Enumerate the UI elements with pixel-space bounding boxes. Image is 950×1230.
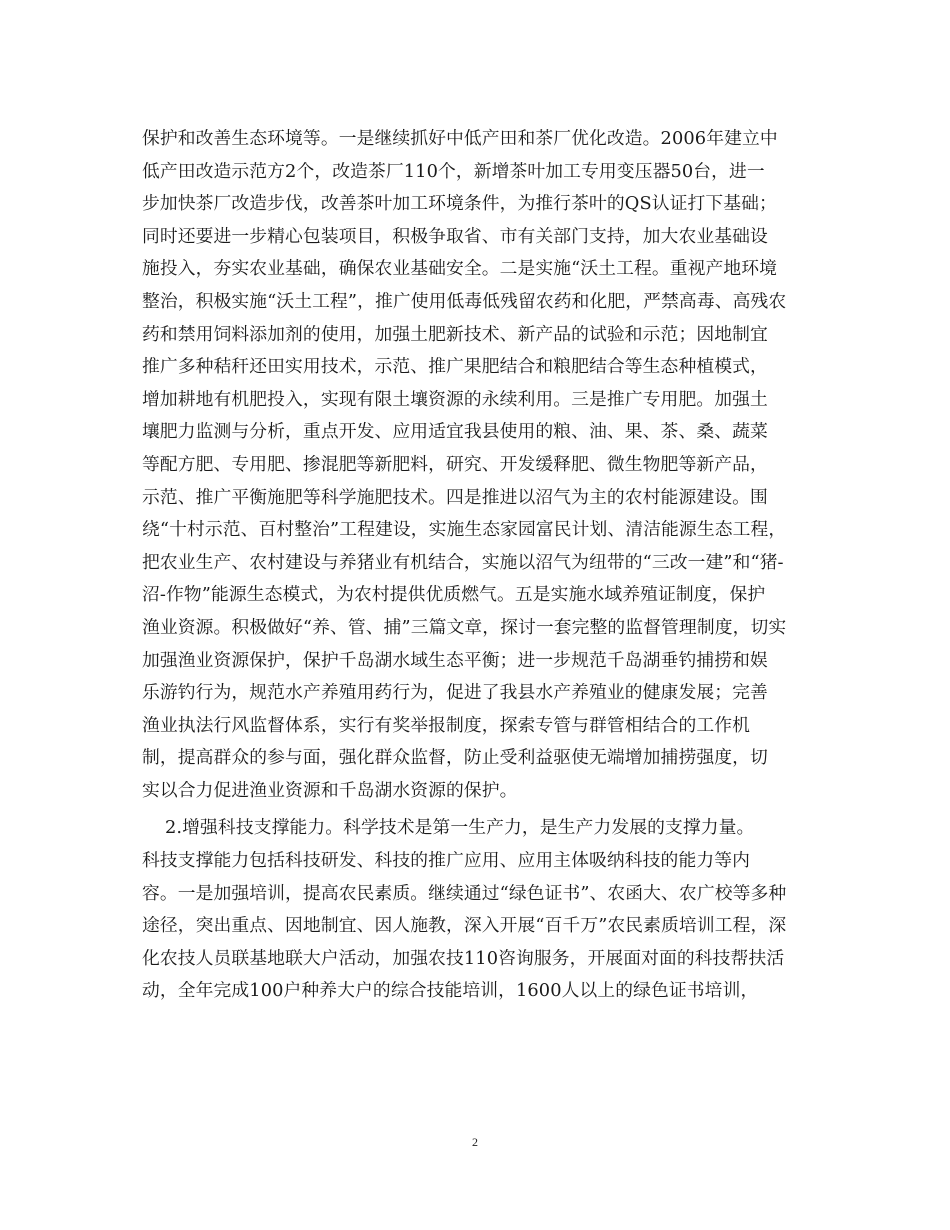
text-line: 2.增强科技支撑能力。科学技术是第一生产力，是生产力发展的支撑力量。 <box>142 817 755 839</box>
text-line: 步加快茶厂改造步伐，改善茶叶加工环境条件，为推行茶叶的QS认证打下基础； <box>142 193 777 215</box>
text-line: 示范、推广平衡施肥等科学施肥技术。四是推进以沼气为主的农村能源建设。围 <box>142 486 768 508</box>
text-line: 容。一是加强培训，提高农民素质。继续通过“绿色证书”、农函大、农广校等多种 <box>142 882 787 904</box>
text-line: 沼-作物”能源生态模式，为农村提供优质燃气。五是实施水域养殖证制度，保护 <box>142 584 766 606</box>
paragraph-1 <box>142 123 822 807</box>
paragraph-2 <box>142 812 822 1008</box>
text-line: 施投入，夯实农业基础，确保农业基础安全。二是实施“沃土工程。重视产地环境 <box>142 258 778 280</box>
text-line: 制，提高群众的参与面，强化群众监督，防止受利益驱使无端增加捕捞强度，切 <box>142 747 768 769</box>
text-line: 低产田改造示范方2个，改造茶厂110个，新增茶叶加工专用变压器50台，进一 <box>142 160 765 182</box>
text-line: 渔业执法行风监督体系，实行有奖举报制度，探索专管与群管相结合的工作机 <box>142 714 750 736</box>
text-line: 渔业资源。积极做好“养、管、捕”三篇文章，探讨一套完整的监督管理制度，切实 <box>142 616 787 638</box>
text-line: 保护和改善生态环境等。一是继续抓好中低产田和茶厂优化改造。2006年建立中 <box>142 128 778 149</box>
page-number: 2 <box>472 1135 478 1149</box>
text-line: 途径，突出重点、因地制宜、因人施教，深入开展“百千万”农民素质培训工程，深 <box>142 915 787 937</box>
text-line: 整治，积极实施“沃土工程”，推广使用低毒低残留农药和化肥，严禁高毒、高残农 <box>142 290 787 312</box>
text-line: 绕“十村示范、百村整治”工程建设，实施生态家园富民计划、清洁能源生态工程， <box>142 519 787 541</box>
text-line: 推广多种秸秆还田实用技术，示范、推广果肥结合和粮肥结合等生态种植模式， <box>142 356 768 378</box>
text-line: 等配方肥、专用肥、掺混肥等新肥料，研究、开发缓释肥、微生物肥等新产品， <box>142 453 768 475</box>
text-line: 动，全年完成100户种养大户的综合技能培训，1600人以上的绿色证书培训， <box>142 980 759 1002</box>
text-line: 同时还要进一步精心包装项目，积极争取省、市有关部门支持，加大农业基础设 <box>142 225 768 247</box>
text-line: 科技支撑能力包括科技研发、科技的推广应用、应用主体吸纳科技的能力等内 <box>142 850 750 872</box>
text-line: 实以合力促进渔业资源和千岛湖水资源的保护。 <box>142 779 518 801</box>
text-line: 加强渔业资源保护，保护千岛湖水域生态平衡；进一步规范千岛湖垂钓捕捞和娱 <box>142 649 768 671</box>
body-text <box>142 123 822 1008</box>
text-line: 药和禁用饲料添加剂的使用，加强土肥新技术、新产品的试验和示范；因地制宜 <box>142 323 768 345</box>
text-line: 壤肥力监测与分析，重点开发、应用适宜我县使用的粮、油、果、茶、桑、蔬菜 <box>142 421 768 443</box>
text-line: 乐游钓行为，规范水产养殖用药行为，促进了我县水产养殖业的健康发展；完善 <box>142 682 768 704</box>
text-line: 把农业生产、农村建设与养猪业有机结合，实施以沼气为纽带的“三改一建”和“猪- <box>142 551 784 573</box>
text-line: 化农技人员联基地联大户活动，加强农技110咨询服务，开展面对面的科技帮扶活 <box>142 947 785 969</box>
text-line: 增加耕地有机肥投入，实现有限土壤资源的永续利用。三是推广专用肥。加强土 <box>142 388 768 410</box>
